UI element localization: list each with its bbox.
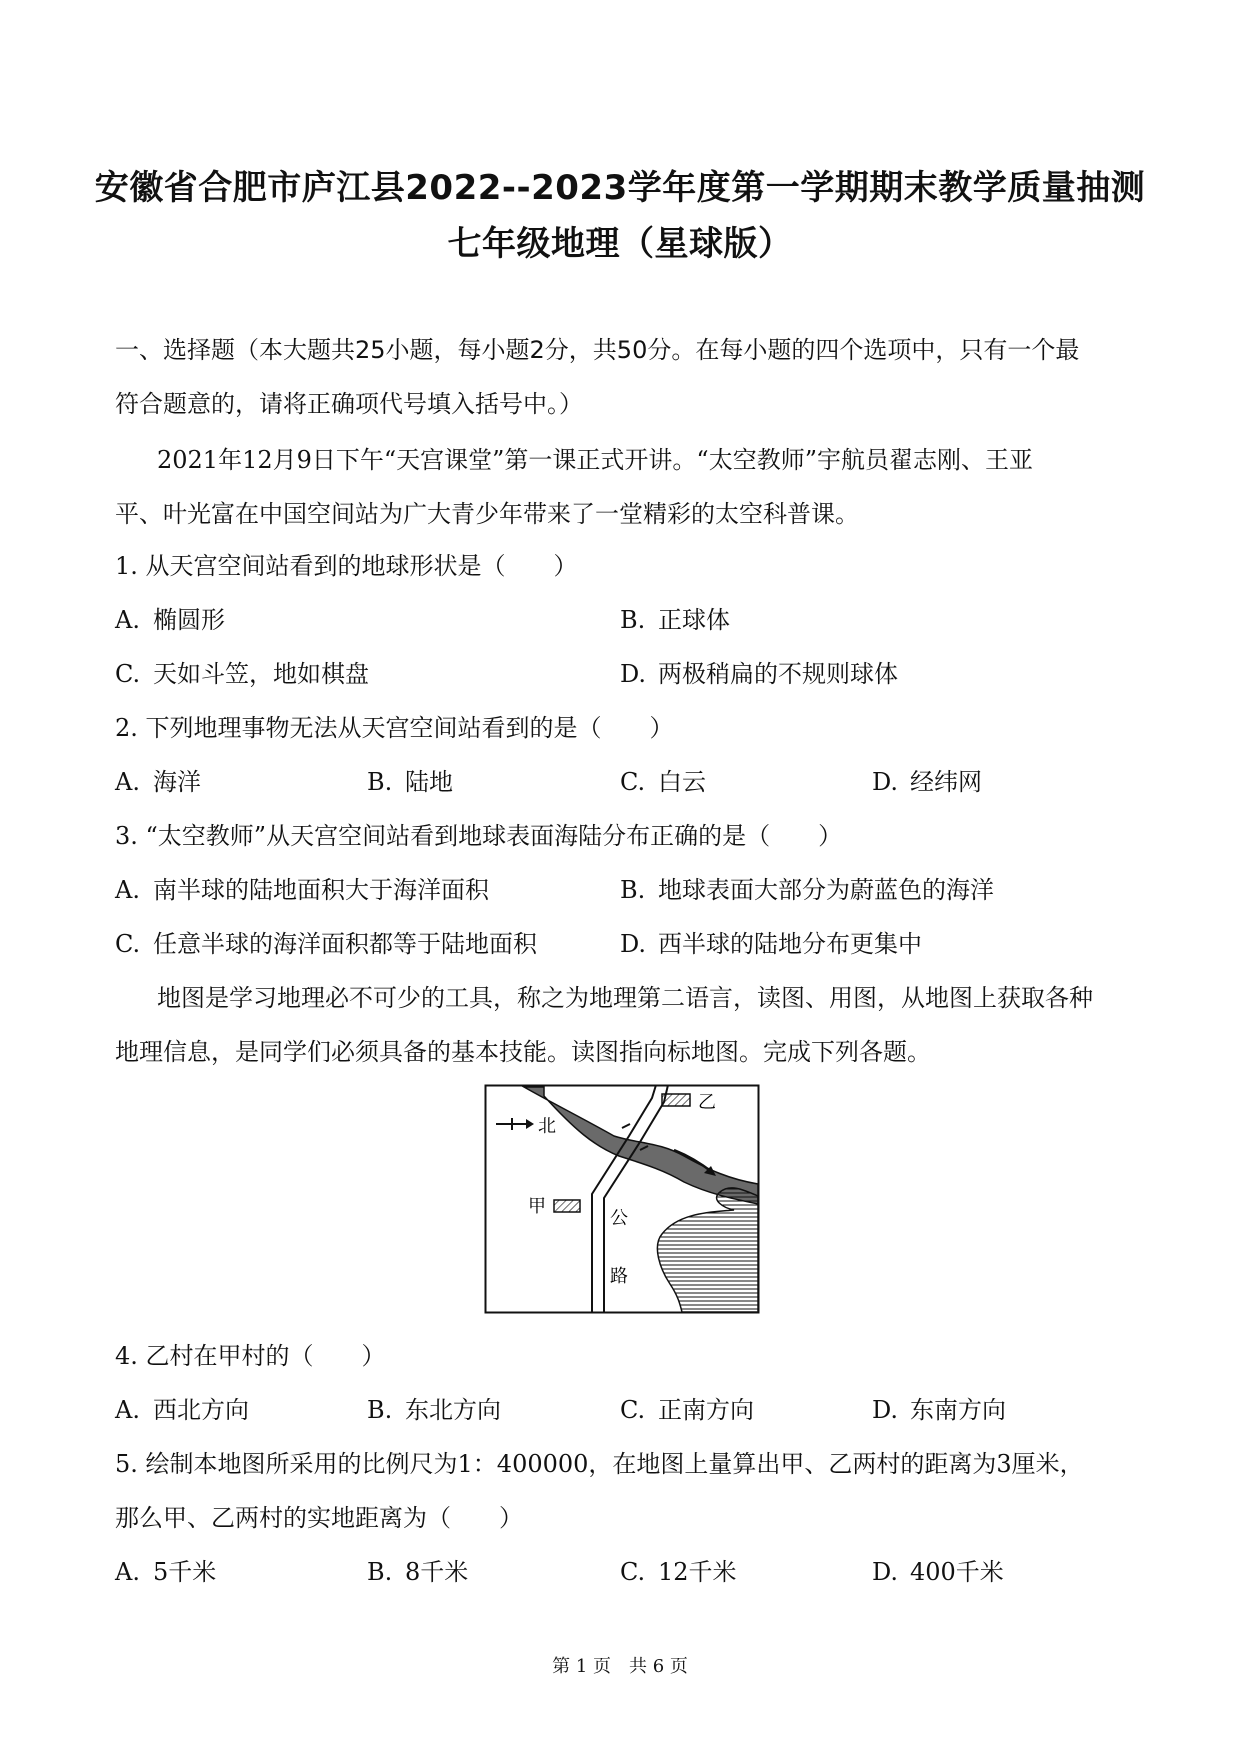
option-label: A. [115,1558,140,1586]
question-3-stem: 3. “太空教师”从天宫空间站看到地球表面海陆分布正确的是（ ） [115,822,843,850]
option-text: 经纬网 [910,768,982,796]
option-text: 400千米 [910,1558,1004,1586]
question-4-stem: 4. 乙村在甲村的（ ） [115,1342,386,1370]
option-text: 西北方向 [153,1396,249,1424]
exam-title: 安徽省合肥市庐江县2022--2023学年度第一学期期末教学质量抽测 [94,168,1146,208]
passage2-line1: 地图是学习地理必不可少的工具，称之为地理第二语言，读图、用图，从地图上获取各种 [157,984,1093,1012]
option-label: D. [872,1396,899,1424]
option-label: A. [115,768,140,796]
option-label: B. [367,1396,393,1424]
option-label: A. [115,876,140,904]
direction-map-figure [484,1084,760,1314]
option-text: 天如斗笠，地如棋盘 [153,660,369,688]
option-label: C. [115,660,141,688]
q4-option-d [872,1390,1006,1425]
q3-option-b [620,870,994,905]
option-text: 任意半球的海洋面积都等于陆地面积 [153,930,537,958]
option-text: 8千米 [405,1558,469,1586]
option-text: 地球表面大部分为蔚蓝色的海洋 [658,876,994,904]
option-label: A. [115,1396,140,1424]
option-text: 白云 [658,768,706,796]
option-label: B. [367,768,393,796]
q2-option-a [115,762,201,797]
q2-option-c [620,762,706,797]
q1-option-a [115,600,225,635]
question-5-stem: 5. 绘制本地图所采用的比例尺为1：400000，在地图上量算出甲、乙两村的距离为3厘米， [115,1450,1084,1478]
q4-option-c [620,1390,754,1425]
option-text: 东南方向 [910,1396,1006,1424]
passage1-line1: 2021年12月9日下午“天宫课堂”第一课正式开讲。“太空教师”宇航员翟志刚、王亚 [157,446,1033,474]
option-text: 陆地 [405,768,453,796]
option-label: B. [620,606,646,634]
q3-option-a [115,870,489,905]
question-1-stem: 1. 从天宫空间站看到的地球形状是（ ） [115,552,578,580]
option-text: 南半球的陆地面积大于海洋面积 [153,876,489,904]
option-label: D. [620,660,647,688]
road-label-1: 公 [610,1208,628,1229]
q3-option-c [115,924,537,959]
section-instructions-line1: 一、选择题（本大题共25小题，每小题2分，共50分。在每小题的四个选项中，只有一个最 [115,336,1080,364]
page-footer: 第 1 页 共 6 页 [552,1656,688,1677]
option-text: 5千米 [153,1558,217,1586]
option-text: 正南方向 [658,1396,754,1424]
q5-option-c [620,1552,737,1587]
passage2-line2: 地理信息，是同学们必须具备的基本技能。读图指向标地图。完成下列各题。 [115,1038,931,1066]
north-label: 北 [538,1116,556,1137]
q1-option-d [620,654,898,689]
village-b-marker [662,1094,690,1106]
village-a-label: 甲 [528,1196,546,1217]
q4-option-b [367,1390,501,1425]
village-a-marker [554,1200,580,1212]
q2-option-b [367,762,453,797]
option-text: 西半球的陆地分布更集中 [658,930,922,958]
option-label: B. [367,1558,393,1586]
question-2-stem: 2. 下列地理事物无法从天宫空间站看到的是（ ） [115,714,674,742]
q2-option-d [872,762,982,797]
q5-option-a [115,1552,216,1587]
passage1-line2: 平、叶光富在中国空间站为广大青少年带来了一堂精彩的太空科普课。 [115,500,859,528]
option-label: D. [620,930,647,958]
road-label-2: 路 [610,1266,628,1287]
option-label: C. [115,930,141,958]
question-5-stem-cont: 那么甲、乙两村的实地距离为（ ） [115,1504,523,1532]
q1-option-c [115,654,369,689]
option-text: 海洋 [153,768,201,796]
option-label: C. [620,1396,646,1424]
section-instructions-line2: 符合题意的，请将正确项代号填入括号中。） [115,390,583,418]
option-text: 12千米 [658,1558,737,1586]
option-label: A. [115,606,140,634]
village-b-label: 乙 [698,1092,716,1113]
option-label: C. [620,1558,646,1586]
option-text: 东北方向 [405,1396,501,1424]
option-label: C. [620,768,646,796]
option-text: 椭圆形 [153,606,225,634]
exam-subtitle: 七年级地理（星球版） [447,224,793,264]
q3-option-d [620,924,922,959]
option-text: 正球体 [658,606,730,634]
option-label: D. [872,1558,899,1586]
option-text: 两极稍扁的不规则球体 [658,660,898,688]
option-label: D. [872,768,899,796]
q5-option-d [872,1552,1004,1587]
option-label: B. [620,876,646,904]
q5-option-b [367,1552,468,1587]
q4-option-a [115,1390,249,1425]
q1-option-b [620,600,730,635]
